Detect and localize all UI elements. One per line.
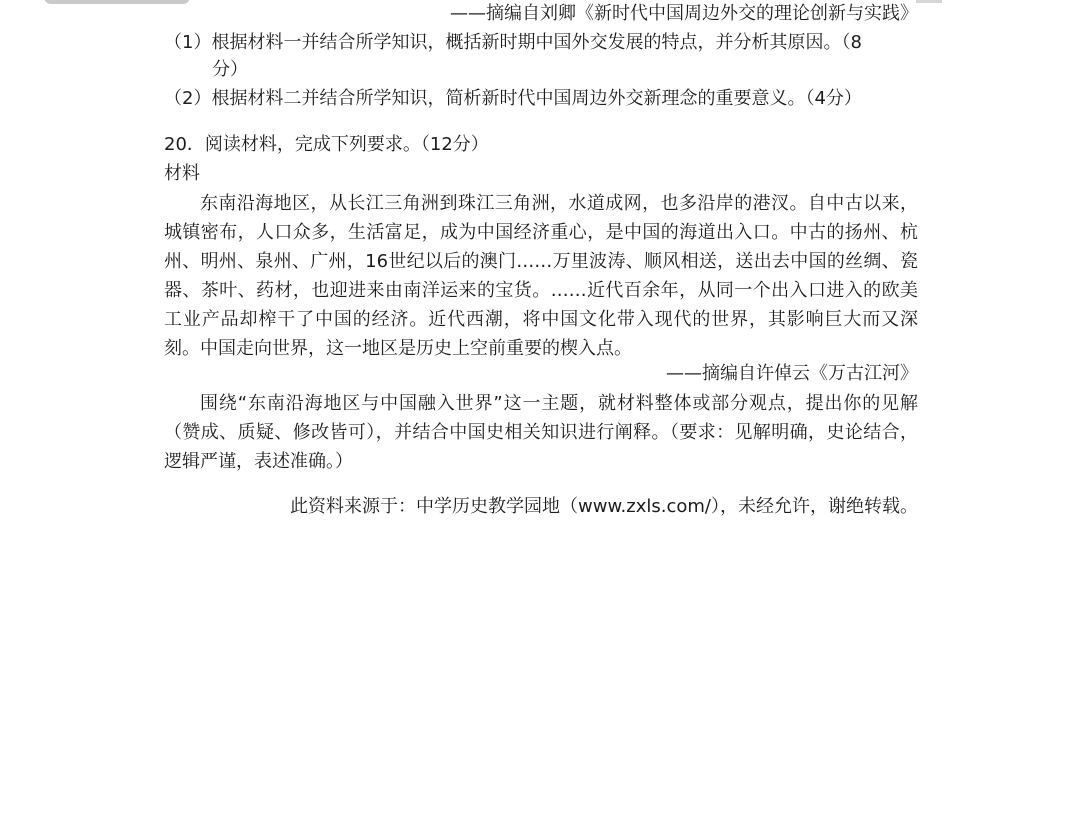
window-top-corner <box>916 0 942 3</box>
window-top-bar <box>44 0 190 4</box>
question-2: （2）根据材料二并结合所学知识，简析新时代中国周边外交新理念的重要意义。（4分） <box>164 88 862 109</box>
question-20-heading: 20．阅读材料，完成下列要求。（12分） <box>164 134 489 155</box>
source-citation-1: ——摘编自刘卿《新时代中国周边外交的理论创新与实践》 <box>450 3 918 24</box>
task-paragraph: 围绕“东南沿海地区与中国融入世界”这一主题，就材料整体或部分观点，提出你的见解（赞成、质疑、修改皆可），并结合中国史相关知识进行阐释。（要求：见解明确，史论结合，逻辑严谨，表述准确。） <box>164 393 918 472</box>
source-citation-2: ——摘编自许倬云《万古江河》 <box>666 363 918 384</box>
footer-copyright: 此资料来源于：中学历史教学园地（www.zxls.com/），未经允许，谢绝转载。 <box>290 496 918 517</box>
material-label: 材料 <box>164 163 200 184</box>
material-paragraph: 东南沿海地区，从长江三角洲到珠江三角洲，水道成网，也多沿岸的港汊。自中古以来，城镇密布，人口众多，生活富足，成为中国经济重心，是中国的海道出入口。中古的扬州、杭州、明州、泉州、广州，16世纪以后的澳门……万里波涛、顺风相送，送出去中国的丝绸、瓷器、茶叶、药材，也迎进来由南洋运来的宝货。……近代百余年，从同一个出入口进入的欧美工业产品却榨干了中国的经济。近代西潮，将中国文化带入现代的世界，其影响巨大而又深刻。中国走向世界，这一地区是历史上空前重要的楔入点。 <box>164 193 918 359</box>
question-1-line-2: 分） <box>212 59 248 80</box>
question-1-line-1: （1）根据材料一并结合所学知识，概括新时期中国外交发展的特点，并分析其原因。（8 <box>164 32 862 53</box>
